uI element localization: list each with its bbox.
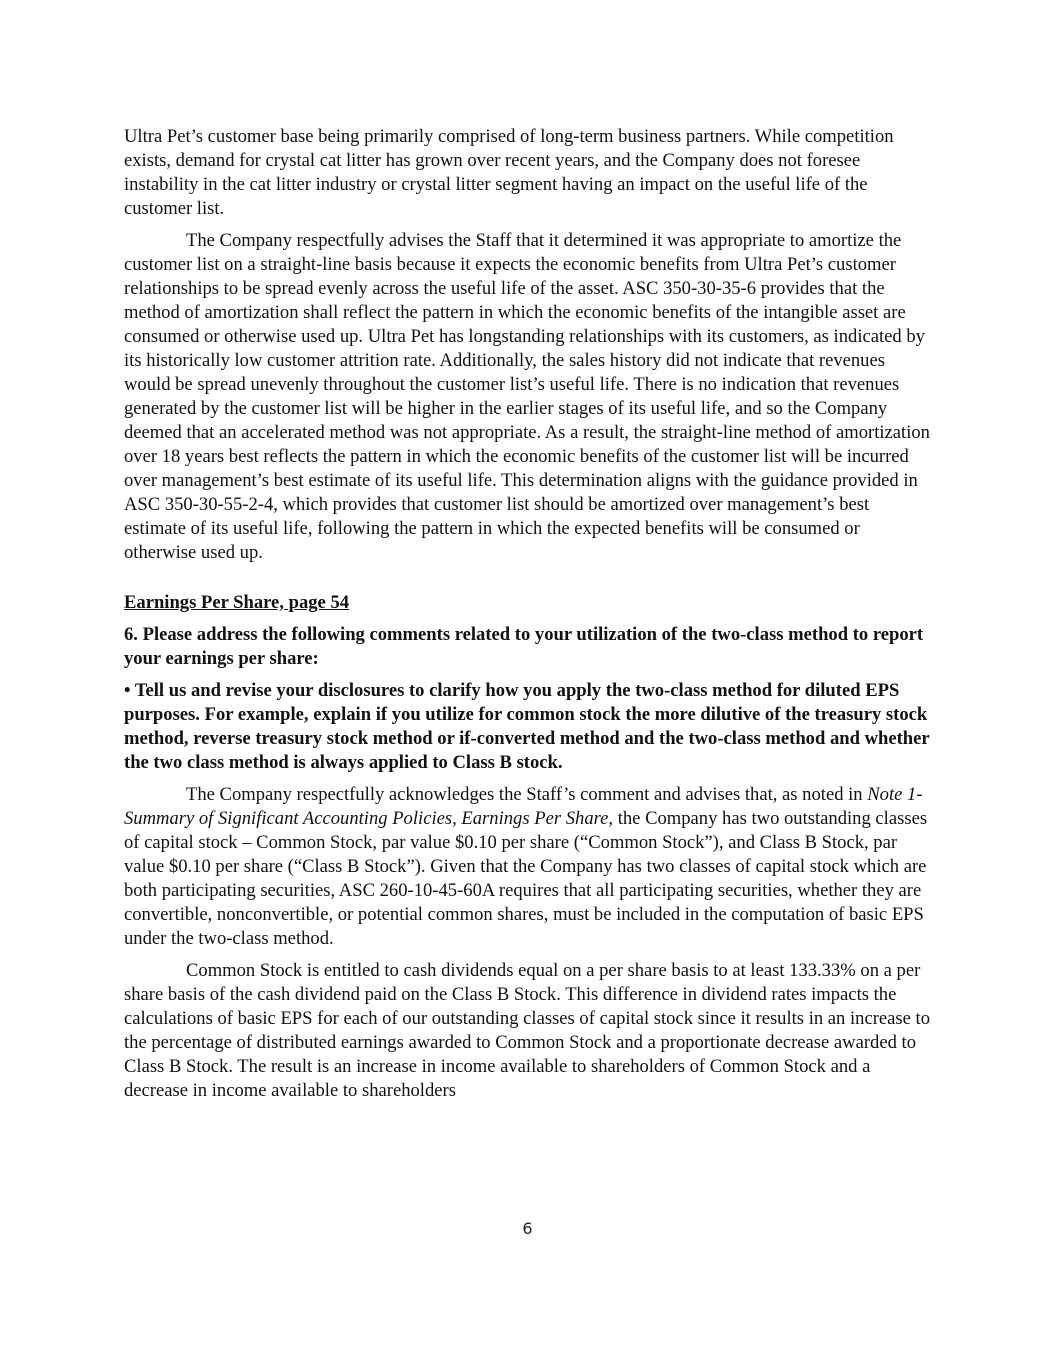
note-reference: Note 1- Summary of Significant Accounting Policies, Earnings Per Share — [124, 784, 923, 829]
response-text-start: The Company respectfully acknowledges the Staff’s comment and advises that, as noted in — [186, 784, 868, 805]
staff-comment-6: 6. Please address the following comments related to your utilization of the two-class method to report your earnings per share: — [124, 624, 924, 669]
page-number: 6 — [522, 1219, 533, 1238]
paragraph-straight-line-amortization: The Company respectfully advises the Staff that it determined it was appropriate to amortize the customer list on a straight-line basis because it expects the economic benefits from Ultra Pet’s customer relationships to be spread evenly across the useful life of the asset. ASC 350-30-35-6 provides that the method of amortization shall reflect the pattern in which the economic benefits of the intangible asset are consumed or otherwise used up. Ultra Pet has longstanding relationships with its customers, as indicated by its historically low customer attrition rate. Additionally, the sales history did not indicate that revenues would be spread unevenly throughout the customer list’s useful life. There is no indication that revenues generated by the customer list will be higher in the earlier stages of its useful life, and so the Company deemed that an accelerated method was not appropriate. As a result, the straight-line method of amortization over 18 years best reflects the pattern in which the economic benefits of the customer list will be incurred over management’s best estimate of its useful life. This determination aligns with the guidance provided in ASC 350-30-55-2-4, which provides that customer list should be amortized over management’s best estimate of its useful life, following the pattern in which the expected benefits will be consumed or otherwise used up. — [124, 230, 930, 563]
document-body — [124, 125, 932, 1111]
staff-comment-bullet: • Tell us and revise your disclosures to clarify how you apply the two-class method for diluted EPS purposes. For example, explain if you utilize for common stock the more dilutive of the treasury stock method, reverse treasury stock method or if-converted method and the two-class method and whether the two class method is always applied to Class B stock. — [124, 680, 930, 773]
paragraph-dividend-rates: Common Stock is entitled to cash dividends equal on a per share basis to at least 133.33% on a per share basis of the cash dividend paid on the Class B Stock. This difference in dividend rates impacts the calculations of basic EPS for each of our outstanding classes of capital stock since it results in an increase to the percentage of distributed earnings awarded to Common Stock and a proportionate decrease awarded to Class B Stock. The result is an increase in income available to shareholders of Common Stock and a decrease in income available to shareholders — [124, 960, 931, 1101]
response-text-end: , the Company has two outstanding classes of capital stock – Common Stock, par value $0.10 per share (“Common Stock”), and Class B Stock, par value $0.10 per share (“Class B Stock”). Given that the Company has two classes of capital stock which are both participating securities, ASC 260-10-45-60A requires that all participating securities, whether they are convertible, nonconvertible, or potential common shares, must be included in the computation of basic EPS under the two-class method. — [124, 808, 928, 949]
paragraph-company-response — [124, 783, 932, 951]
section-heading-earnings-per-share: Earnings Per Share, page 54 — [124, 592, 350, 613]
paragraph-customer-base: Ultra Pet’s customer base being primarily comprised of long-term business partners. While competition exists, demand for crystal cat litter has grown over recent years, and the Company does not foresee instability in the cat litter industry or crystal litter segment having an impact on the useful life of the customer list. — [124, 126, 894, 219]
